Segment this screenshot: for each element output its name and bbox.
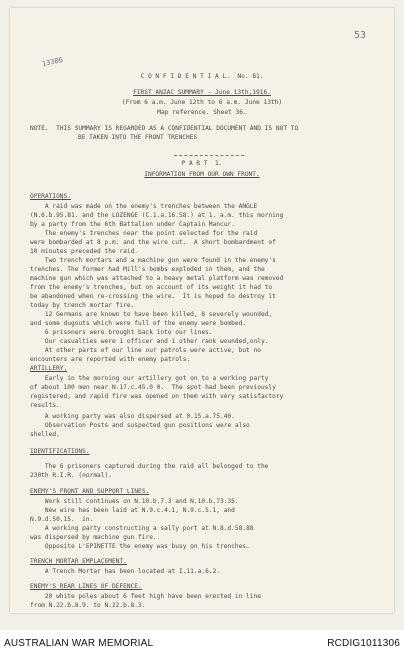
enemy-front-line: was dispersed by machine gun fire. (30, 534, 157, 541)
operations-line: from the enemy's trenches, but on account of its weight it had to (30, 284, 273, 291)
rear-lines-heading: ENEMY'S REAR LINES OF DEFENCE. (30, 583, 142, 590)
document-title: C O N F I D E N T I A L. No. 81. (140, 73, 264, 80)
period-line: (From 6 a.m. June 12th to 6 a.m. June 13th) (121, 99, 283, 106)
artillery-heading: ARTILLERY. (30, 365, 68, 372)
operations-heading: OPERATIONS. (30, 193, 71, 200)
file-stamp: 13386 (41, 55, 64, 69)
operations-line: be abandoned when re-crossing the wire. It is hoped to destroy it (30, 293, 276, 300)
map-reference: Map reference. Sheet 36. (157, 109, 247, 116)
operations-line: machine gun which was attached to a heavy metal platform was removed (30, 275, 284, 282)
artillery-line: Early in the morning our artillery got on to a working party (30, 375, 269, 382)
operations-line: trenches. The former had Mill's bombs exploded in them, and the (30, 266, 265, 273)
footer-right: RCDIG1011306 (327, 638, 400, 649)
operations-line: were bombarded at 8 p.m. and the wire cut. A short bombardment of (30, 239, 276, 246)
rear-lines-line: 20 white poles about 6 feet high have been erected in line (30, 593, 261, 600)
document-page (10, 8, 394, 613)
footer-left: AUSTRALIAN WAR MEMORIAL (4, 638, 154, 649)
identifications-line: The 6 prisoners captured during the raid all belonged to the (30, 463, 269, 470)
divider (174, 155, 244, 156)
artillery-line: shelled. (30, 431, 60, 438)
operations-line: encounters are reported with enemy patrols. (30, 356, 191, 363)
footer-bar (0, 630, 404, 653)
operations-line: by a party from the 6th Battalion under Captain Mancur. (30, 221, 235, 228)
operations-line: 6 prisoners were brought back into our lines. (30, 329, 213, 336)
rear-lines-line: from N.22.b.8.9. to N.22.b.8.3. (30, 602, 146, 609)
artillery-line: of about 100 men near N.17.c.45.0 0. The spot had been previously (30, 384, 276, 391)
operations-line: Two trench mortars and a machine gun were found in the enemy's (30, 257, 276, 264)
artillery-line: registered, and rapid fire was opened on them with very satisfactory (30, 393, 284, 400)
note-line-1: NOTE. THIS SUMMARY IS REGARDED AS A CONFIDENTIAL DOCUMENT AND IS NOT TO (30, 125, 299, 132)
trench-mortar-line: A Trench Mortar has been located at I.11.a.6.2. (30, 568, 220, 575)
identifications-line: 230th R.I.R. (normal). (30, 472, 112, 479)
enemy-front-heading: ENEMY'S FRONT AND SUPPORT LINES. (30, 488, 150, 495)
operations-line: and some dugouts which were full of the enemy were bombed. (30, 320, 247, 327)
enemy-front-line: N.9.d.50.15. in. (30, 516, 94, 523)
enemy-front-line: New wire has been laid at N.9.c.4.1, N.9.c.5.1, and (30, 507, 235, 514)
operations-line: Our casualties were 1 officer and 1 other rank wounded,only. (30, 338, 269, 345)
artillery-line: results. (30, 402, 60, 409)
enemy-front-line: Work still continues on N.10.b.7.3 and N.10.b.73.35. (30, 498, 239, 505)
operations-line: 12 Germans are known to have been killed, 8 severely wounded, (30, 311, 273, 318)
operations-line: The enemy's trenches near the point selected for the raid (30, 230, 258, 237)
enemy-front-line: A working party constructing a sally port at N.8.d.58.88 (30, 525, 254, 532)
enemy-front-line: Opposite L'EPINETTE the enemy was busy on his trenches. (30, 543, 250, 550)
summary-title: FIRST ANZAC SUMMARY - June 13th,1916. (133, 89, 271, 96)
part-heading: P A R T 1. (181, 160, 223, 167)
operations-line: At other parts of our line our patrols were active, but no (30, 347, 261, 354)
info-heading: INFORMATION FROM OUR OWN FRONT. (144, 171, 260, 178)
note-line-2: BE TAKEN INTO THE FRONT TRENCHES (78, 134, 198, 141)
identifications-heading: IDENTIFICATIONS. (30, 448, 90, 455)
artillery-line: A working party was also dispersed at 0.15.a.75.40. (30, 413, 235, 420)
page-number: 53 (353, 30, 366, 41)
operations-line: 10 minutes preceded the raid. (30, 248, 139, 255)
operations-line: A raid was made on the enemy's trenches between the ANGLE (30, 203, 258, 210)
operations-line: (N.6.b.95.81. and the LOZENGE (C.1.a.16.58.) at 1. a.m. this morning (30, 212, 284, 219)
operations-line: today by trench mortar fire. (30, 302, 135, 309)
trench-mortar-heading: TRENCH MORTAR EMPLACEMENT. (30, 558, 127, 565)
artillery-line: Observation Posts and suspected gun positions were also (30, 422, 250, 429)
